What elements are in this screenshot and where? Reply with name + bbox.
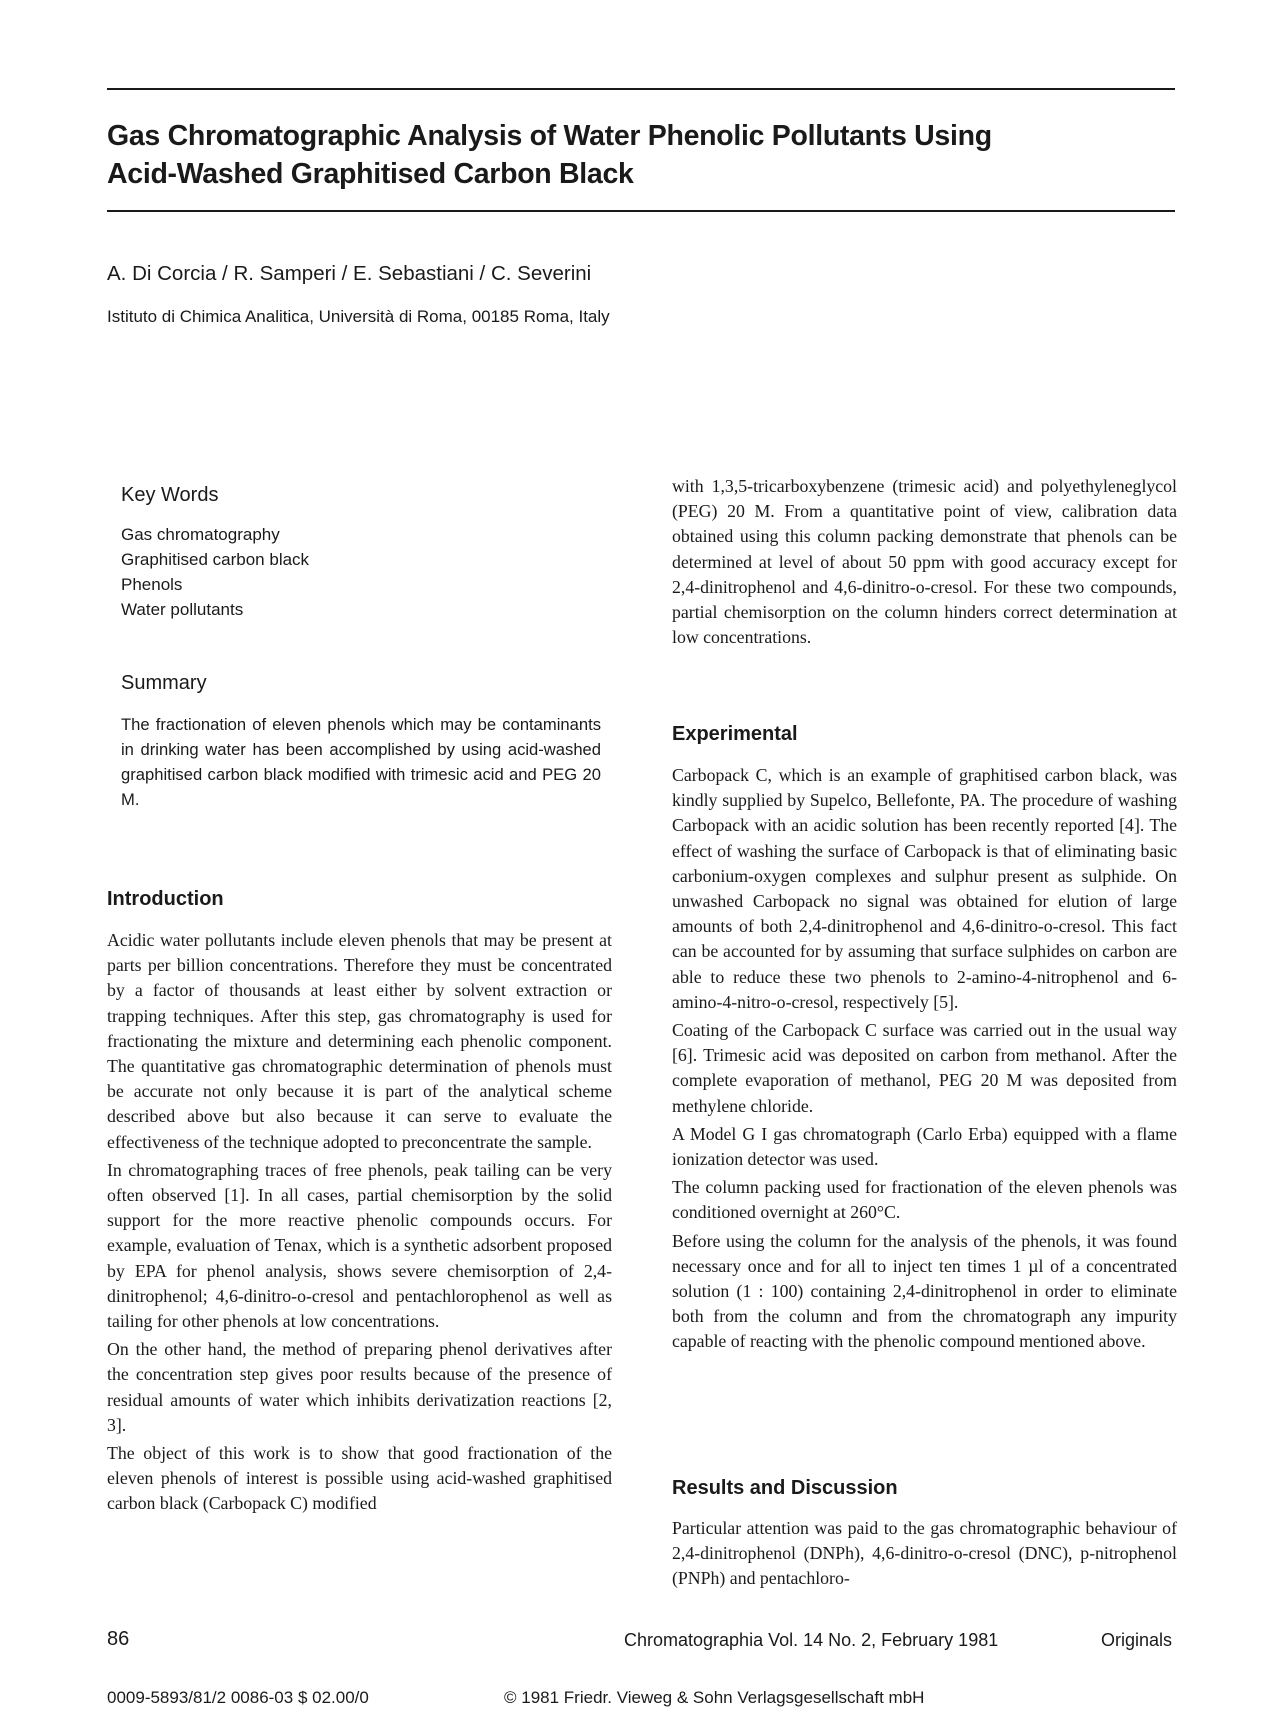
journal-citation: Chromatographia Vol. 14 No. 2, February 1981 — [624, 1630, 999, 1650]
keyword-item: Gas chromatography — [121, 525, 280, 544]
keywords-heading: Key Words — [121, 484, 219, 506]
top-rule — [107, 88, 1175, 90]
experimental-paragraph: Coating of the Carbopack C surface was carried out in the usual way [6]. Trimesic acid was deposited on carbon from methanol. After the complete evaporation of methanol, PEG 20 M was deposited from methylene chloride. — [672, 1020, 1177, 1116]
intro-paragraph: In chromatographing traces of free phenols, peak tailing can be very often observed [1]. In all cases, partial chemisorption by the solid support for the more reactive phenolic compounds occurs. For example, evaluation of Tenax, which is a synthetic adsorbent proposed by EPA for phenol analysis, shows severe chemisorption of 2,4-dinitrophenol; 4,6-dinitro-o-cresol and pentachlorophenol as well as tailing for other phenols at low concentrations. — [107, 1159, 612, 1332]
article-code: 0009-5893/81/2 0086-03 $ 02.00/0 — [107, 1688, 369, 1707]
keyword-item: Phenols — [121, 575, 183, 594]
copyright-notice: © 1981 Friedr. Vieweg & Sohn Verlagsgesellschaft mbH — [504, 1688, 925, 1707]
experimental-paragraph: A Model G I gas chromatograph (Carlo Erba) equipped with a flame ionization detector was used. — [672, 1123, 1177, 1170]
keyword-item: Water pollutants — [121, 600, 244, 619]
experimental-heading: Experimental — [672, 723, 798, 745]
experimental-paragraph: Before using the column for the analysis of the phenols, it was found necessary once and for all to inject ten times 1 µl of a concentrated solution (1 : 100) containing 2,4-dinitrophenol in order to eliminate both from the column and from the chromatograph any impurity capable of reacting with the phenolic compound mentioned above. — [672, 1230, 1177, 1352]
experimental-paragraph: Carbopack C, which is an example of graphitised carbon black, was kindly supplied by Supelco, Bellefonte, PA. The procedure of washing Carbopack with an acidic solution has been recently reported [4]. The effect of washing the surface of Carbopack is that of eliminating basic carbonium-oxygen complexes and sulphur present as sulphide. On unwashed Carbopack no signal was obtained for elution of large amounts of both 2,4-dinitrophenol and 4,6-dinitro-o-cresol. This fact can be accounted for by assuming that surface sulphides on carbon are able to reduce these two phenols to 2-amino-4-nitrophenol and 6-amino-4-nitro-o-cresol, respectively [5]. — [672, 765, 1177, 1012]
summary-text: The fractionation of eleven phenols which may be contaminants in drinking water has been accomplished by using acid-washed graphitised carbon black modified with trimesic acid and PEG 20 M. — [121, 715, 601, 809]
experimental-body — [672, 763, 1177, 1358]
right-column-intro — [672, 474, 1177, 653]
summary-heading: Summary — [121, 672, 207, 694]
title-line-2: Acid-Washed Graphitised Carbon Black — [107, 158, 634, 190]
author-list: A. Di Corcia / R. Samperi / E. Sebastiani / C. Severini — [107, 262, 592, 285]
section-label: Originals — [1100, 1630, 1172, 1650]
title-line-1: Gas Chromatographic Analysis of Water Phenolic Pollutants Using — [107, 120, 992, 152]
results-body — [672, 1516, 1177, 1595]
results-heading: Results and Discussion — [672, 1477, 898, 1499]
intro-paragraph: Acidic water pollutants include eleven phenols that may be present at parts per billion concentrations. Therefore they must be concentrated by a factor of thousands at least either by solvent extraction or trapping techniques. After this step, gas chromatography is used for fractionating the mixture and determining each phenolic component. The quantitative gas chromatographic determination of phenols must be accurate not only because it is part of the analytical scheme described above but also because it can serve to evaluate the effectiveness of the technique adopted to preconcentrate the sample. — [107, 930, 612, 1152]
results-paragraph: Particular attention was paid to the gas chromatographic behaviour of 2,4-dinitrophenol (DNPh), 4,6-dinitro-o-cresol (DNC), p-nitrophenol (PNPh) and pentachloro- — [672, 1518, 1177, 1589]
page-number: 86 — [107, 1628, 130, 1650]
article-title — [107, 117, 1167, 193]
left-column-body — [107, 928, 612, 1520]
keyword-item: Graphitised carbon black — [121, 550, 310, 569]
intro-continuation: with 1,3,5-tricarboxybenzene (trimesic acid) and polyethyleneglycol (PEG) 20 M. From a quantitative point of view, calibration data obtained using this column packing demonstrate that phenols can be determined at level of about 50 ppm with good accuracy except for 2,4-dinitrophenol and 4,6-dinitro-o-cresol. For these two compounds, partial chemisorption on the column hinders correct determination at low concentrations. — [672, 476, 1177, 648]
affiliation: Istituto di Chimica Analitica, Università di Roma, 00185 Roma, Italy — [107, 307, 610, 326]
intro-paragraph: The object of this work is to show that good fractionation of the eleven phenols of interest is possible using acid-washed graphitised carbon black (Carbopack C) modified — [107, 1443, 612, 1514]
experimental-paragraph: The column packing used for fractionation of the eleven phenols was conditioned overnight at 260°C. — [672, 1177, 1177, 1223]
intro-paragraph: On the other hand, the method of preparing phenol derivatives after the concentration step gives poor results because of the presence of residual amounts of water which inhibits derivatization reactions [2, 3]. — [107, 1339, 612, 1435]
introduction-heading: Introduction — [107, 888, 224, 910]
keywords-list — [121, 522, 309, 622]
title-bottom-rule — [107, 210, 1175, 212]
